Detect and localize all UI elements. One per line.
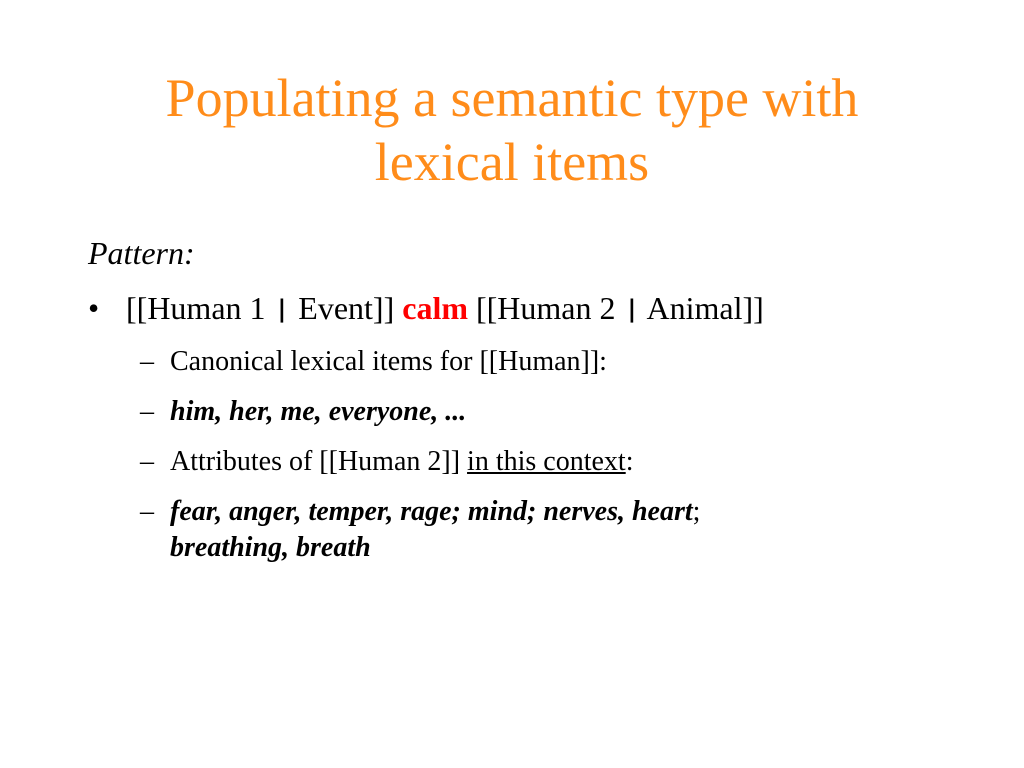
attribute-items-line2: breathing, breath — [170, 532, 371, 563]
attribute-items-main: fear, anger, temper, rage; mind; nerves, heart — [170, 496, 693, 527]
attributes-suffix: : — [625, 446, 634, 477]
pattern-part-human2: [[Human 2 — [475, 290, 616, 326]
subitem-dash: – — [140, 396, 154, 427]
pattern-part-animal: Animal]] — [646, 290, 764, 326]
slide-title-line-1: Populating a semantic type with — [165, 68, 859, 128]
pattern-label: Pattern: — [88, 235, 195, 271]
attributes-context: in this context — [467, 446, 626, 477]
subitem-canonical-items — [140, 394, 900, 430]
pattern-bullet — [88, 288, 764, 329]
pattern-part-human1: [[Human 1 — [126, 290, 266, 326]
bullet-marker: • — [88, 290, 100, 326]
slide-title-line-2: lexical items — [374, 132, 650, 192]
pattern-separator-1: | — [277, 295, 287, 323]
subitem-dash: – — [140, 346, 154, 377]
attribute-items-text — [170, 494, 900, 566]
pattern-part-event: Event]] — [298, 290, 395, 326]
subitem-attributes-label — [140, 444, 900, 480]
subitem-dash: – — [140, 446, 154, 477]
attribute-items-sep: ; — [692, 496, 701, 527]
attributes-label-text — [170, 444, 900, 480]
canonical-label-text: Canonical lexical items for [[Human]]: — [170, 346, 607, 377]
slide-title — [60, 66, 964, 194]
subitem-attribute-items — [140, 494, 900, 566]
pattern-separator-2: | — [627, 295, 637, 323]
subitem-canonical-label — [140, 344, 900, 380]
attributes-prefix: Attributes of [[Human 2]] — [170, 446, 468, 477]
subitem-dash: – — [140, 496, 154, 527]
canonical-items-text: him, her, me, everyone, ... — [170, 396, 467, 427]
pattern-keyword: calm — [402, 290, 468, 326]
